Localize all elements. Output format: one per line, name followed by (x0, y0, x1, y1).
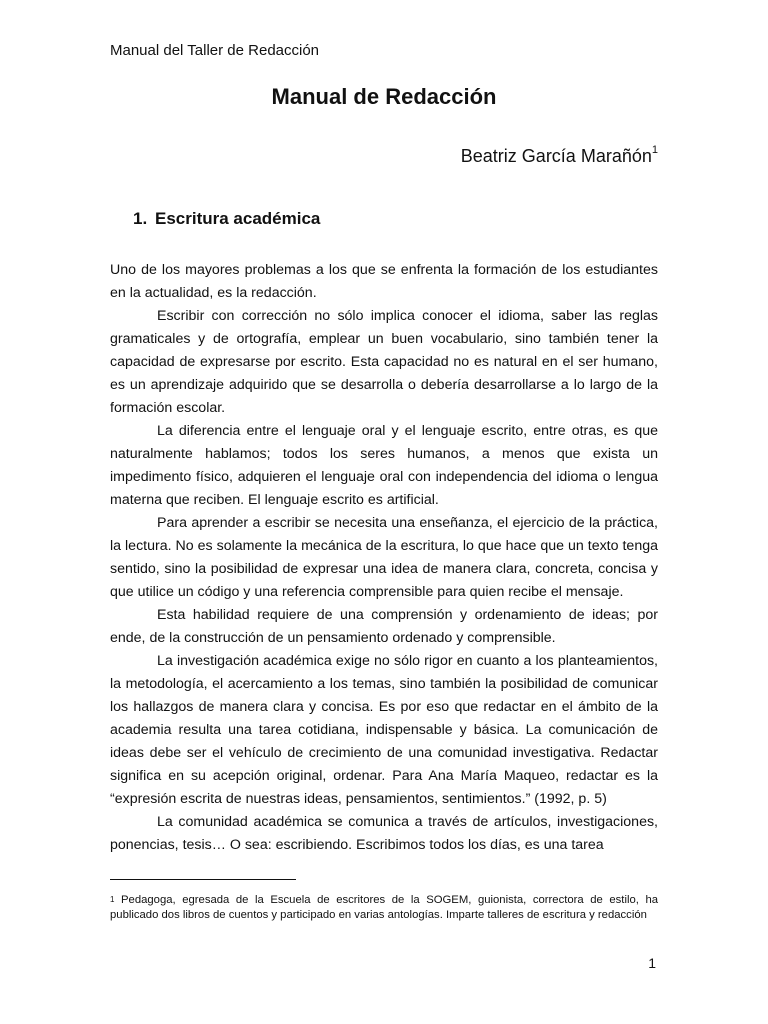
section-heading (133, 209, 320, 229)
paragraph: Para aprender a escribir se necesita una enseñanza, el ejercicio de la práctica, la lectura. No es solamente la mecánica de la escritura, lo que hace que un texto tenga sentido, sino la posibilidad de expresar una idea de manera clara, concreta, concisa y que utilice un código y una referencia comprensible para quien recibe el mensaje. (110, 515, 658, 600)
paragraph: La diferencia entre el lenguaje oral y el lenguaje escrito, entre otras, es que naturalmente hablamos; todos los seres humanos, a menos que exista un impedimento físico, adquieren el lenguaje oral con independencia del idioma o lengua materna que reciben. El lenguaje escrito es artificial. (110, 423, 658, 508)
paragraph: Esta habilidad requiere de una comprensión y ordenamiento de ideas; por ende, de la construcción de un pensamiento ordenado y comprensible. (110, 607, 658, 646)
author-name: Beatriz García Marañón (460, 146, 652, 166)
footnote-marker: 1 (110, 895, 115, 904)
author-footnote-marker[interactable]: 1 (651, 144, 658, 156)
footnote-text: Pedagoga, egresada de la Escuela de escritores de la SOGEM, guionista, correctora de estilo, ha publicado dos libros de cuentos y participado en varias antologías. Imparte talleres de escritura y redacción (110, 894, 659, 921)
paragraph: La investigación académica exige no sólo rigor en cuanto a los planteamientos, la metodología, el acercamiento a los temas, sino también la posibilidad de comunicar los hallazgos de manera clara y concisa. Es por eso que redactar en el ámbito de la academia resulta una tarea cotidiana, indispensable y básica. La comunicación de ideas debe ser el vehículo de crecimiento de una comunidad investigativa. Redactar significa en su acepción original, ordenar. Para Ana María Maqueo, redactar es la “expresión escrita de nuestras ideas, pensamientos, sentimientos.” (1992, p. 5) (110, 653, 658, 807)
footnote (110, 893, 658, 922)
paragraph: La comunidad académica se comunica a través de artículos, investigaciones, ponencias, tesis… O sea: escribiendo. Escribimos todos los días, es una tarea (110, 814, 658, 853)
running-header: Manual del Taller de Redacción (110, 42, 320, 59)
document-title: Manual de Redacción (271, 84, 497, 109)
body-text (110, 259, 658, 857)
section-title: Escritura académica (155, 209, 321, 228)
author-line (461, 146, 658, 167)
page-number: 1 (648, 955, 656, 971)
paragraph: Uno de los mayores problemas a los que se enfrenta la formación de los estudiantes en la actualidad, es la redacción. (110, 262, 658, 301)
section-number: 1. (133, 209, 148, 228)
footnote-divider (110, 879, 296, 880)
paragraph: Escribir con corrección no sólo implica conocer el idioma, saber las reglas gramaticales y de ortografía, emplear un buen vocabulario, sino también tener la capacidad de expresarse por escrito. Esta capacidad no es natural en el ser humano, es un aprendizaje adquirido que se desarrolla o debería desarrollarse a lo largo de la formación escolar. (110, 308, 658, 416)
